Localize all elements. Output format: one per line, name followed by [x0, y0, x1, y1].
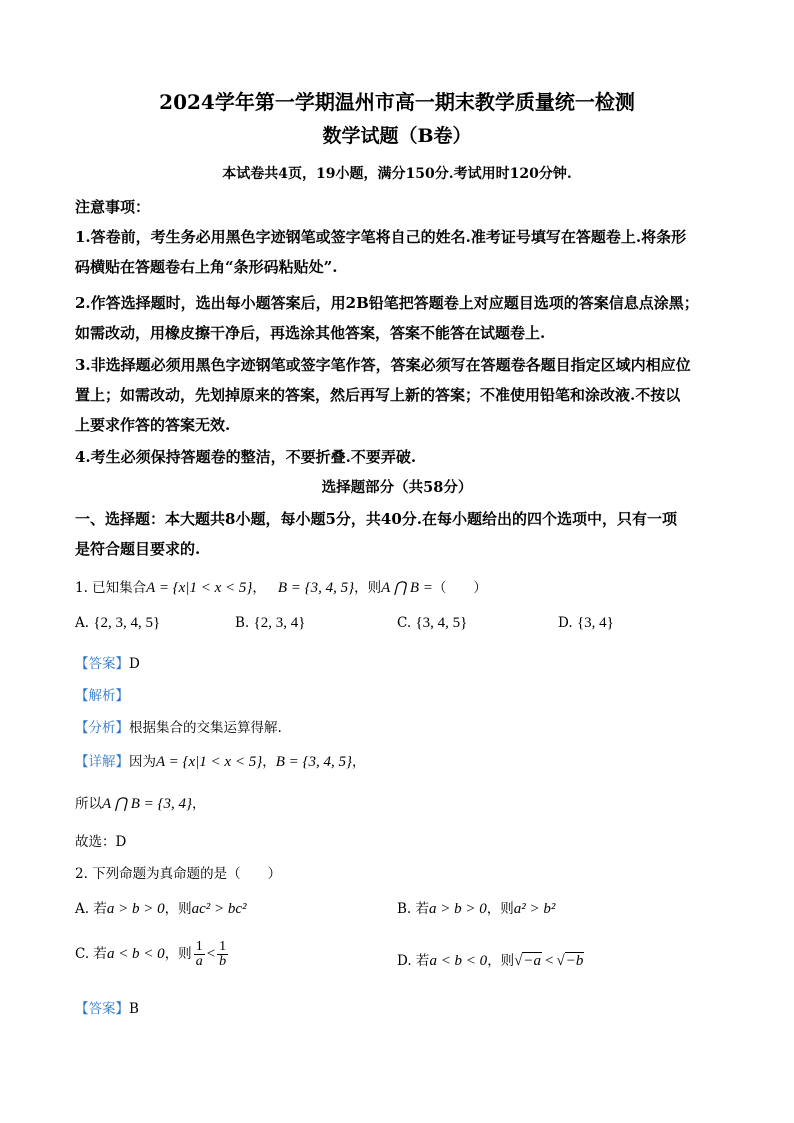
fraction-one-over-b	[217, 940, 228, 969]
q1-ask: A ⋂ B =	[381, 580, 433, 596]
option-label: D. 若	[397, 953, 430, 969]
q1-detail	[75, 750, 366, 771]
detail-text: 因为	[129, 754, 156, 770]
question-2-stem: 2. 下列命题为真命题的是（ ）	[75, 866, 282, 882]
section-instruction: 一、选择题：本大题共8小题，每小题5分，共40分.在每小题给出的四个选项中，只有一项	[75, 510, 677, 528]
q1-option-d	[558, 615, 614, 632]
q1-option-c	[397, 615, 467, 632]
fraction-denominator: a	[195, 954, 203, 969]
less-than-sign: <	[206, 946, 216, 962]
sqrt-neg-a	[514, 952, 542, 969]
option-value: {2, 3, 4, 5}	[93, 615, 161, 631]
option-then: ，则	[487, 953, 515, 969]
note-line: 3.非选择题必须用黑色字迹钢笔或签字笔作答，答案必须写在答题卷各题目指定区域内相应位	[75, 356, 691, 374]
option-then: ，则	[164, 946, 192, 962]
option-label: C. 若	[75, 946, 107, 962]
q2-option-c	[75, 940, 230, 969]
fraction-one-over-a	[194, 940, 205, 969]
option-label: A.	[75, 615, 90, 631]
answer-value: D	[129, 656, 140, 672]
detail-tag: 【详解】	[75, 754, 129, 770]
q1-conclusion	[75, 792, 205, 813]
q2-option-b	[397, 897, 555, 918]
option-condition: a > b > 0	[429, 901, 487, 917]
q1-set-b: B = {3, 4, 5}	[277, 580, 355, 596]
option-condition: a > b > 0	[106, 901, 165, 917]
option-then: ，则	[486, 901, 514, 917]
option-conclusion: a² > b²	[513, 901, 556, 917]
option-value: {2, 3, 4}	[253, 615, 306, 631]
note-line: 置上；如需改动，先划掉原来的答案，然后再写上新的答案；不准使用铅笔和涂改液.不按以	[75, 386, 681, 404]
q2-option-a	[75, 897, 247, 918]
so-end: ，	[191, 796, 206, 812]
option-label: A. 若	[75, 901, 107, 917]
option-value: {3, 4, 5}	[415, 615, 468, 631]
detail-set-a: A = {x|1 < x < 5}	[156, 754, 263, 770]
q2-answer	[75, 997, 139, 1017]
q1-fenxi	[75, 716, 282, 736]
exam-info: 本试卷共4页，19小题，满分150分.考试用时120分钟.	[222, 166, 572, 182]
option-label: B.	[235, 615, 250, 631]
option-label: B. 若	[397, 901, 430, 917]
note-line: 2.作答选择题时，选出每小题答案后，用2B铅笔把答题卷上对应题目选项的答案信息点涂黑；	[75, 294, 699, 312]
radicand: −a	[523, 953, 542, 969]
q1-sep: ，	[252, 580, 266, 596]
q1-option-b	[235, 615, 305, 632]
q1-analysis-tag: 【解析】	[75, 688, 129, 704]
so-math: A ⋂ B = {3, 4}	[102, 796, 192, 812]
sqrt-neg-b	[557, 952, 585, 969]
q1-answer	[75, 652, 140, 672]
note-line: 码横贴在答题卷右上角“条形码粘贴处”.	[75, 258, 338, 276]
q1-prefix: 1. 已知集合	[75, 580, 147, 596]
notes-heading: 注意事项：	[75, 198, 151, 216]
radicand: −b	[565, 953, 584, 969]
note-line: 如需改动，用橡皮擦干净后，再选涂其他答案，答案不能答在试题卷上.	[75, 324, 546, 342]
option-then: ，则	[164, 901, 192, 917]
exam-subtitle: 数学试题（B卷）	[322, 125, 472, 147]
fraction-numerator: 1	[195, 939, 203, 954]
detail-end: ，	[352, 754, 366, 770]
option-value: {3, 4}	[576, 615, 614, 631]
question-1-stem	[75, 576, 487, 597]
note-line: 4.考生必须保持答题卷的整洁，不要折叠.不要弄破.	[75, 448, 417, 466]
option-label: C.	[397, 615, 412, 631]
note-line: 上要求作答的答案无效.	[75, 416, 231, 434]
option-condition: a < b < 0	[106, 946, 165, 962]
q1-then: ，则	[354, 580, 382, 596]
detail-set-b: B = {3, 4, 5}	[275, 754, 352, 770]
so-text: 所以	[75, 796, 102, 812]
option-label: D.	[558, 615, 573, 631]
less-than-sign: <	[545, 953, 554, 969]
sqrt-sign-icon: √	[556, 953, 565, 969]
answer-tag: 【答案】	[75, 1001, 129, 1017]
q1-choose: 故选：D	[75, 834, 127, 850]
note-line: 1.答卷前，考生务必用黑色字迹钢笔或签字笔将自己的姓名.准考证号填写在答题卷上.将条形	[75, 228, 687, 246]
detail-comma: ，	[262, 754, 276, 770]
option-condition: a < b < 0	[429, 953, 488, 969]
fenxi-text: 根据集合的交集运算得解.	[129, 720, 282, 736]
q1-option-a	[75, 615, 160, 632]
answer-tag: 【答案】	[75, 656, 129, 672]
section-title: 选择题部分（共58分）	[321, 479, 473, 496]
q1-set-a: A = {x|1 < x < 5}	[146, 580, 253, 596]
fraction-denominator: b	[219, 954, 227, 969]
sqrt-sign-icon: √	[514, 953, 523, 969]
fenxi-tag: 【分析】	[75, 720, 129, 736]
fraction-numerator: 1	[219, 939, 227, 954]
answer-value: B	[129, 1001, 139, 1017]
option-conclusion: ac² > bc²	[191, 901, 247, 917]
q1-paren: （ ）	[432, 580, 487, 596]
q2-option-d	[397, 949, 584, 970]
exam-title: 2024学年第一学期温州市高一期末教学质量统一检测	[159, 90, 635, 114]
section-instruction: 是符合题目要求的.	[75, 540, 201, 558]
